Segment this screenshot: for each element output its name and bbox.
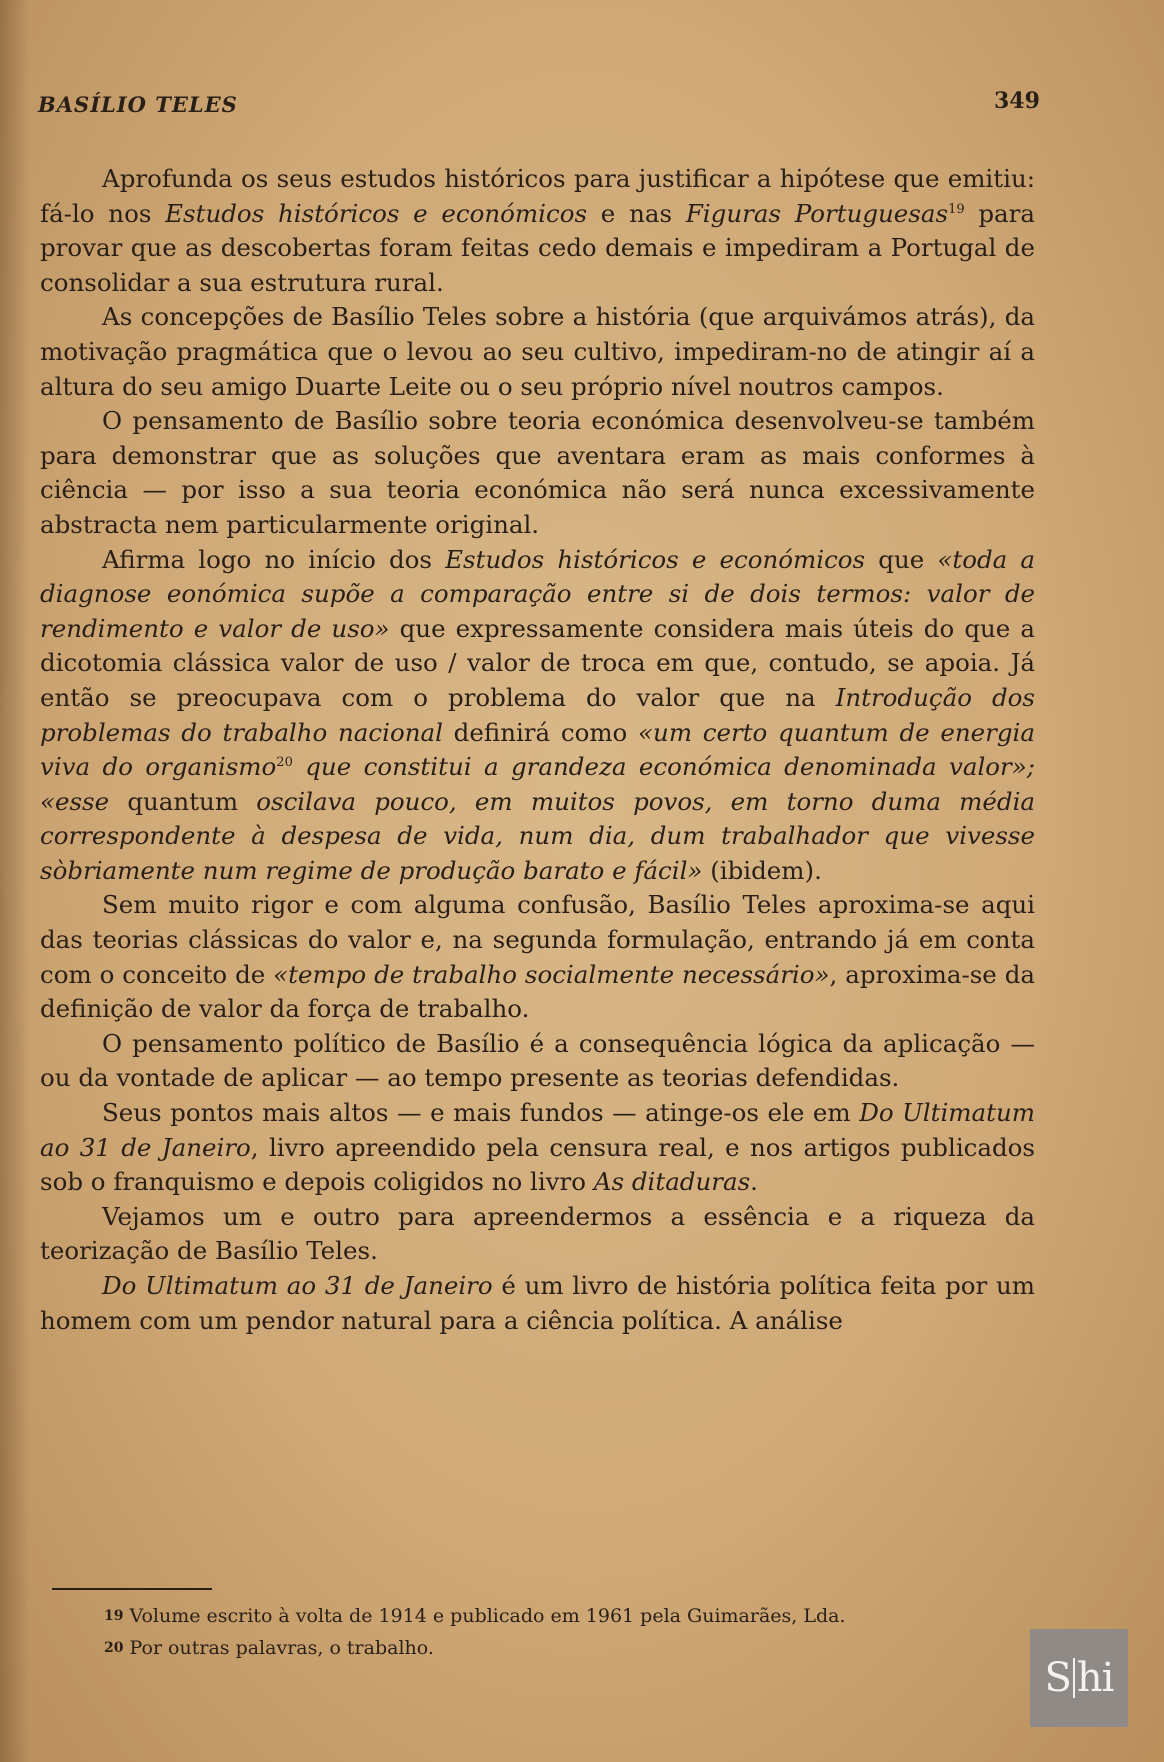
running-head: BASÍLIO TELES bbox=[38, 92, 238, 117]
text-run: quantum bbox=[109, 786, 257, 816]
footnote-ref: 19 bbox=[948, 201, 965, 217]
text-run: para provar que as descobertas foram feitas cedo demais e impediram a Portugal de consolidar a sua estrutura rural. bbox=[40, 198, 1035, 297]
paragraph bbox=[40, 162, 1035, 300]
text-run: Sem muito rigor e com alguma confusão, Basílio Teles aproxima-se aqui das teorias clássicas do valor e, na segunda formulação, entrando já em conta com o conceito de bbox=[40, 890, 1035, 989]
text-run: definirá como bbox=[442, 717, 639, 747]
paragraph bbox=[40, 543, 1035, 889]
italic-run: «esse bbox=[40, 786, 110, 816]
slhi-logo bbox=[1030, 1629, 1128, 1727]
body-text bbox=[40, 162, 1035, 1338]
italic-run: oscilava pouco, em muitos povos, em torno duma média correspondente à despesa de vida, num dia, dum trabalhador que vivesse sòbriamente num regime de produção barato e fácil» bbox=[40, 786, 1036, 885]
italic-run: Estudos históricos e económicos bbox=[165, 198, 588, 228]
text-run: (ibidem). bbox=[702, 855, 822, 885]
italic-run: Do Ultimatum ao 31 de Janeiro bbox=[40, 1098, 1036, 1162]
logo-letters-hi: hi bbox=[1076, 1655, 1114, 1701]
text-run: Seus pontos mais altos — e mais fundos — atinge-os ele em bbox=[102, 1098, 860, 1128]
text-run: O pensamento de Basílio sobre teoria económica desenvolveu-se também para demonstrar que as soluções que aventara eram as mais conformes à ciência — por isso a sua teoria económica não será nunca excessivamente abstracta nem particularmente original. bbox=[40, 406, 1035, 539]
italic-run: «toda a diagnose eonómica supõe a comparação entre si de dois termos: valor de rendimento e valor de uso» bbox=[40, 544, 1035, 643]
footnote bbox=[104, 1632, 1034, 1664]
text-run: é um livro de história política feita por um homem com um pendor natural para a ciência política. A análise bbox=[40, 1271, 1035, 1335]
footnote-ref: 20 bbox=[276, 755, 293, 771]
paragraph bbox=[40, 1269, 1035, 1338]
text-run: . bbox=[750, 1167, 758, 1197]
footnote-number: 19 bbox=[104, 1608, 124, 1624]
text-run: Vejamos um e outro para apreendermos a essência e a riqueza da teorização de Basílio Teles. bbox=[40, 1201, 1035, 1266]
text-run: que expressamente considera mais úteis do que a dicotomia clássica valor de uso / valor de troca em que, contudo, se apoia. Já então se preocupava com o problema do valor que na bbox=[40, 613, 1035, 712]
paragraph bbox=[40, 1027, 1035, 1096]
italic-run: Introdução dos problemas do trabalho nacional bbox=[40, 682, 1035, 747]
footnote-text: Volume escrito à volta de 1914 e publicado em 1961 pela Guimarães, Lda. bbox=[129, 1605, 846, 1627]
text-run: Aprofunda os seus estudos históricos para justificar a hipótese que emitiu: fá-lo nos bbox=[40, 164, 1035, 228]
italic-run: As ditaduras bbox=[593, 1167, 751, 1197]
text-run: O pensamento político de Basílio é a consequência lógica da aplicação — ou da vontade de aplicar — ao tempo presente as teorias defendidas. bbox=[40, 1028, 1035, 1093]
paragraph bbox=[40, 300, 1035, 404]
italic-run: «tempo de trabalho socialmente necessário» bbox=[273, 959, 830, 989]
footnotes bbox=[104, 1600, 1034, 1664]
italic-run: Do Ultimatum ao 31 de Janeiro bbox=[102, 1271, 493, 1300]
text-run: e nas bbox=[587, 198, 686, 228]
italic-run: «um certo quantum de energia viva do organismo bbox=[40, 717, 1035, 782]
italic-run: Estudos históricos e económicos bbox=[445, 544, 866, 574]
text-run: Afirma logo no início dos bbox=[102, 544, 446, 574]
paragraph bbox=[40, 1200, 1035, 1269]
paragraph bbox=[40, 404, 1035, 542]
text-run: As concepções de Basílio Teles sobre a história (que arquivámos atrás), da motivação pragmática que o levou ao seu cultivo, impediram-no de atingir aí a altura do seu amigo Duarte Leite ou o seu próprio nível noutros campos. bbox=[40, 302, 1035, 401]
logo-bar bbox=[1073, 1658, 1075, 1698]
text-run: que bbox=[865, 544, 938, 574]
text-run: , aproxima-se da definição de valor da força de trabalho. bbox=[40, 959, 1035, 1024]
footnote-number: 20 bbox=[104, 1640, 124, 1656]
footnote bbox=[104, 1600, 1034, 1632]
page-edge-shadow bbox=[0, 0, 30, 1762]
logo-letter-s: S bbox=[1044, 1655, 1071, 1701]
page-number: 349 bbox=[994, 88, 1040, 114]
text-run: , livro apreendido pela censura real, e nos artigos publicados sob o franquismo e depois coligidos no livro bbox=[40, 1132, 1035, 1197]
paragraph bbox=[40, 1096, 1035, 1200]
italic-run: Figuras Portuguesas bbox=[685, 198, 949, 228]
footnote-text: Por outras palavras, o trabalho. bbox=[129, 1637, 434, 1659]
paragraph bbox=[40, 888, 1035, 1026]
footnote-rule bbox=[52, 1588, 212, 1590]
italic-run: que constitui a grandeza económica denominada valor»; bbox=[292, 752, 1035, 782]
